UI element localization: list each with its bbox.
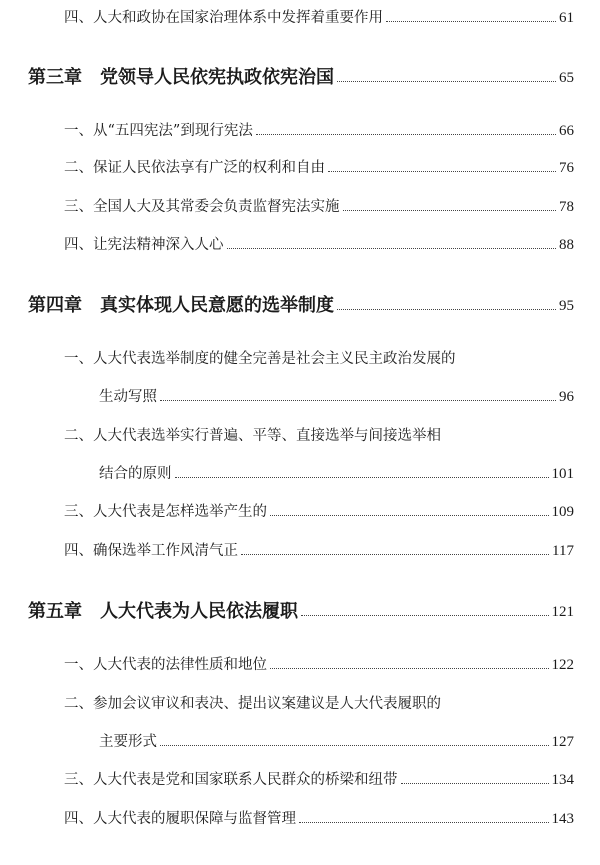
toc-entry-continuation-text: 生动写照 bbox=[99, 389, 157, 405]
dot-leader bbox=[328, 171, 556, 172]
toc-entry-title: 二、保证人民依法享有广泛的权利和自由 bbox=[64, 160, 325, 176]
toc-entry-first-line[interactable] bbox=[0, 424, 600, 448]
toc-entry-title: 二、人大代表选举实行普遍、平等、直接选举与间接选举相 bbox=[64, 428, 441, 444]
toc-page-number: 65 bbox=[559, 70, 574, 86]
toc-entry[interactable] bbox=[0, 539, 600, 563]
dot-leader bbox=[343, 210, 557, 211]
toc-entry-title: 一、从“五四宪法”到现行宪法 bbox=[64, 123, 253, 139]
dot-leader bbox=[160, 400, 556, 401]
toc-entry-title: 四、确保选举工作风清气正 bbox=[64, 543, 238, 559]
toc-page-number: 76 bbox=[559, 160, 574, 176]
toc-page-number: 134 bbox=[551, 772, 574, 788]
dot-leader bbox=[256, 134, 556, 135]
toc-entry[interactable] bbox=[0, 768, 600, 792]
dot-leader bbox=[175, 477, 549, 478]
dot-leader bbox=[401, 783, 549, 784]
toc-entry[interactable] bbox=[0, 233, 600, 257]
toc-page-number: 88 bbox=[559, 237, 574, 253]
toc-entry-continuation-text: 结合的原则 bbox=[99, 466, 172, 482]
dot-leader bbox=[299, 822, 549, 823]
toc-entry-continuation[interactable] bbox=[0, 730, 600, 754]
toc-entry-title: 二、参加会议审议和表决、提出议案建议是人大代表履职的 bbox=[64, 696, 441, 712]
dot-leader bbox=[270, 668, 549, 669]
dot-leader bbox=[241, 554, 549, 555]
toc-page-number: 78 bbox=[559, 199, 574, 215]
toc-entry-first-line[interactable] bbox=[0, 347, 600, 371]
toc-page-number: 61 bbox=[559, 10, 574, 26]
toc-chapter-entry[interactable] bbox=[0, 600, 600, 624]
dot-leader bbox=[386, 21, 556, 22]
toc-page-number: 122 bbox=[551, 657, 574, 673]
toc-entry-title: 四、让宪法精神深入人心 bbox=[64, 237, 224, 253]
toc-page-number: 143 bbox=[551, 811, 574, 827]
toc-entry[interactable] bbox=[0, 653, 600, 677]
toc-entry-title: 四、人大代表的履职保障与监督管理 bbox=[64, 811, 296, 827]
toc-entry-continuation-text: 主要形式 bbox=[99, 734, 157, 750]
toc-chapter-title: 第三章 党领导人民依宪执政依宪治国 bbox=[28, 67, 334, 88]
toc-entry-title: 三、全国人大及其常委会负责监督宪法实施 bbox=[64, 199, 340, 215]
toc-entry-first-line[interactable] bbox=[0, 692, 600, 716]
toc-page-number: 121 bbox=[551, 604, 574, 620]
dot-leader bbox=[270, 515, 549, 516]
toc-chapter-entry[interactable] bbox=[0, 294, 600, 318]
toc-page-number: 95 bbox=[559, 298, 574, 314]
toc-page-number: 127 bbox=[551, 734, 574, 750]
toc-entry-continuation[interactable] bbox=[0, 385, 600, 409]
toc-entry[interactable] bbox=[0, 807, 600, 831]
toc-page-number: 96 bbox=[559, 389, 574, 405]
toc-entry[interactable] bbox=[0, 500, 600, 524]
toc-chapter-title: 第五章 人大代表为人民依法履职 bbox=[28, 601, 298, 622]
toc-entry[interactable] bbox=[0, 119, 600, 143]
toc-page-number: 109 bbox=[551, 504, 574, 520]
toc-entry[interactable] bbox=[0, 195, 600, 219]
dot-leader bbox=[160, 745, 549, 746]
toc-page-number: 117 bbox=[552, 543, 574, 559]
dot-leader bbox=[227, 248, 557, 249]
toc-entry-continuation[interactable] bbox=[0, 462, 600, 486]
toc-entry[interactable] bbox=[0, 156, 600, 180]
dot-leader bbox=[337, 309, 556, 310]
toc-entry-title: 三、人大代表是怎样选举产生的 bbox=[64, 504, 267, 520]
dot-leader bbox=[301, 615, 549, 616]
toc-page-number: 66 bbox=[559, 123, 574, 139]
toc-page-number: 101 bbox=[551, 466, 574, 482]
toc-entry-title: 一、人大代表选举制度的健全完善是社会主义民主政治发展的 bbox=[64, 351, 456, 367]
toc-entry[interactable] bbox=[0, 6, 600, 30]
dot-leader bbox=[337, 81, 556, 82]
toc-entry-title: 三、人大代表是党和国家联系人民群众的桥梁和纽带 bbox=[64, 772, 398, 788]
toc-entry-title: 一、人大代表的法律性质和地位 bbox=[64, 657, 267, 673]
toc-entry-title: 四、人大和政协在国家治理体系中发挥着重要作用 bbox=[64, 10, 383, 26]
toc-chapter-entry[interactable] bbox=[0, 66, 600, 90]
toc-chapter-title: 第四章 真实体现人民意愿的选举制度 bbox=[28, 295, 334, 316]
